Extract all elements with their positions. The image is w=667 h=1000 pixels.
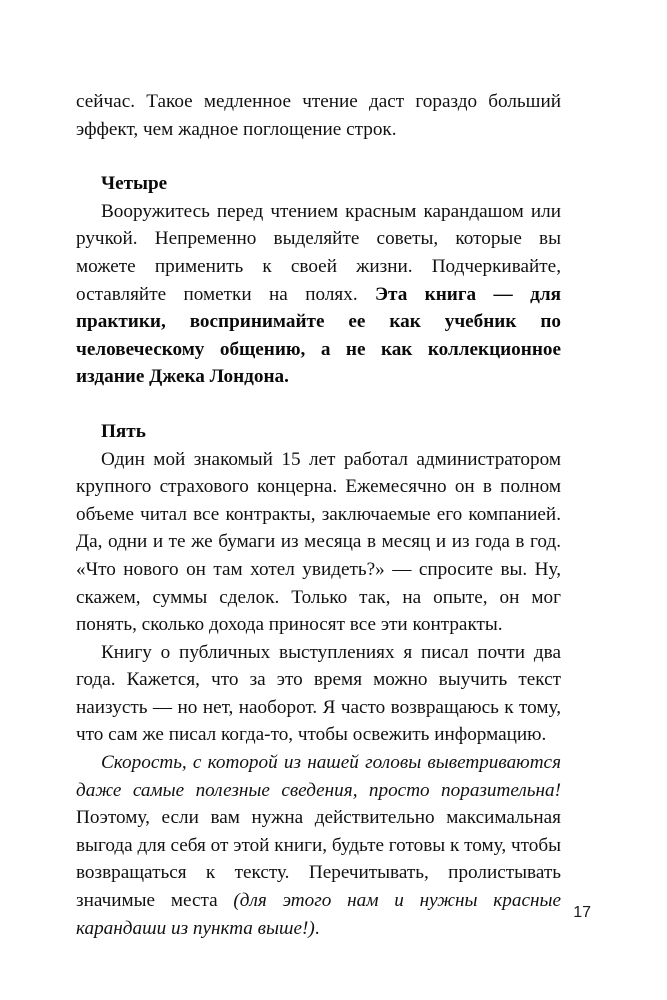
paragraph-final: [76, 749, 561, 942]
paragraph-final-plain-end: .: [314, 917, 320, 939]
paragraph-final-plain-middle: Поэтому, если вам нужна действительно максимальная выгода для себя от этой книги, будьте готовы к тому, чтобы возвращаться к тексту. Перечитывать, пролистывать значимые места: [76, 807, 561, 912]
heading-spacer-five: [76, 391, 561, 418]
paragraph-four-bold-text: Эта книга — для практики, воспринимайте ее как учебник по человеческому общению, а не как коллекционное издание Джека Лондона.: [76, 283, 561, 388]
section-heading-five: Пять: [101, 420, 146, 442]
paragraph-five: Один мой знакомый 15 лет работал администратором крупного страхового концерна. Ежемесячно он в полном объеме читал все контракты, заключаемые его компанией. Да, одни и те же бумаги из месяца в месяц и из года в год. «Что нового он там хотел увидеть?» — спросите вы. Ну, скажем, суммы сделок. Только так, на опыте, он мог понять, сколько дохода приносят все эти контракты.: [76, 448, 561, 636]
section-heading-four: Четыре: [101, 173, 168, 195]
text-column: [76, 88, 561, 942]
heading-spacer-four: [76, 143, 561, 170]
paragraph-book: Книгу о публичных выступлениях я писал почти два года. Кажется, что за это время можно выучить текст наизусть — но нет, наоборот. Я часто возвращаюсь к тому, что сам же писал когда-то, чтобы освежить информацию.: [76, 641, 561, 746]
paragraph-continued: сейчас. Такое медленное чтение даст гораздо больший эффект, чем жадное поглощение строк.: [76, 91, 561, 140]
paragraph-four-plain-text: Вооружитесь перед чтением красным карандашом или ручкой. Непременно выделяйте советы, которые вы можете применить к своей жизни. Подчеркивайте, оставляйте пометки на полях.: [76, 200, 561, 305]
paragraph-final-italic-end: (для этого нам и нужны красные карандаши из пункта выше!): [76, 890, 561, 939]
paragraph-four: [76, 198, 561, 391]
page-number: 17: [573, 904, 591, 921]
paragraph-final-italic-start: Скорость, с которой из нашей головы выветриваются даже самые полезные сведения, просто поразительна!: [76, 752, 561, 801]
